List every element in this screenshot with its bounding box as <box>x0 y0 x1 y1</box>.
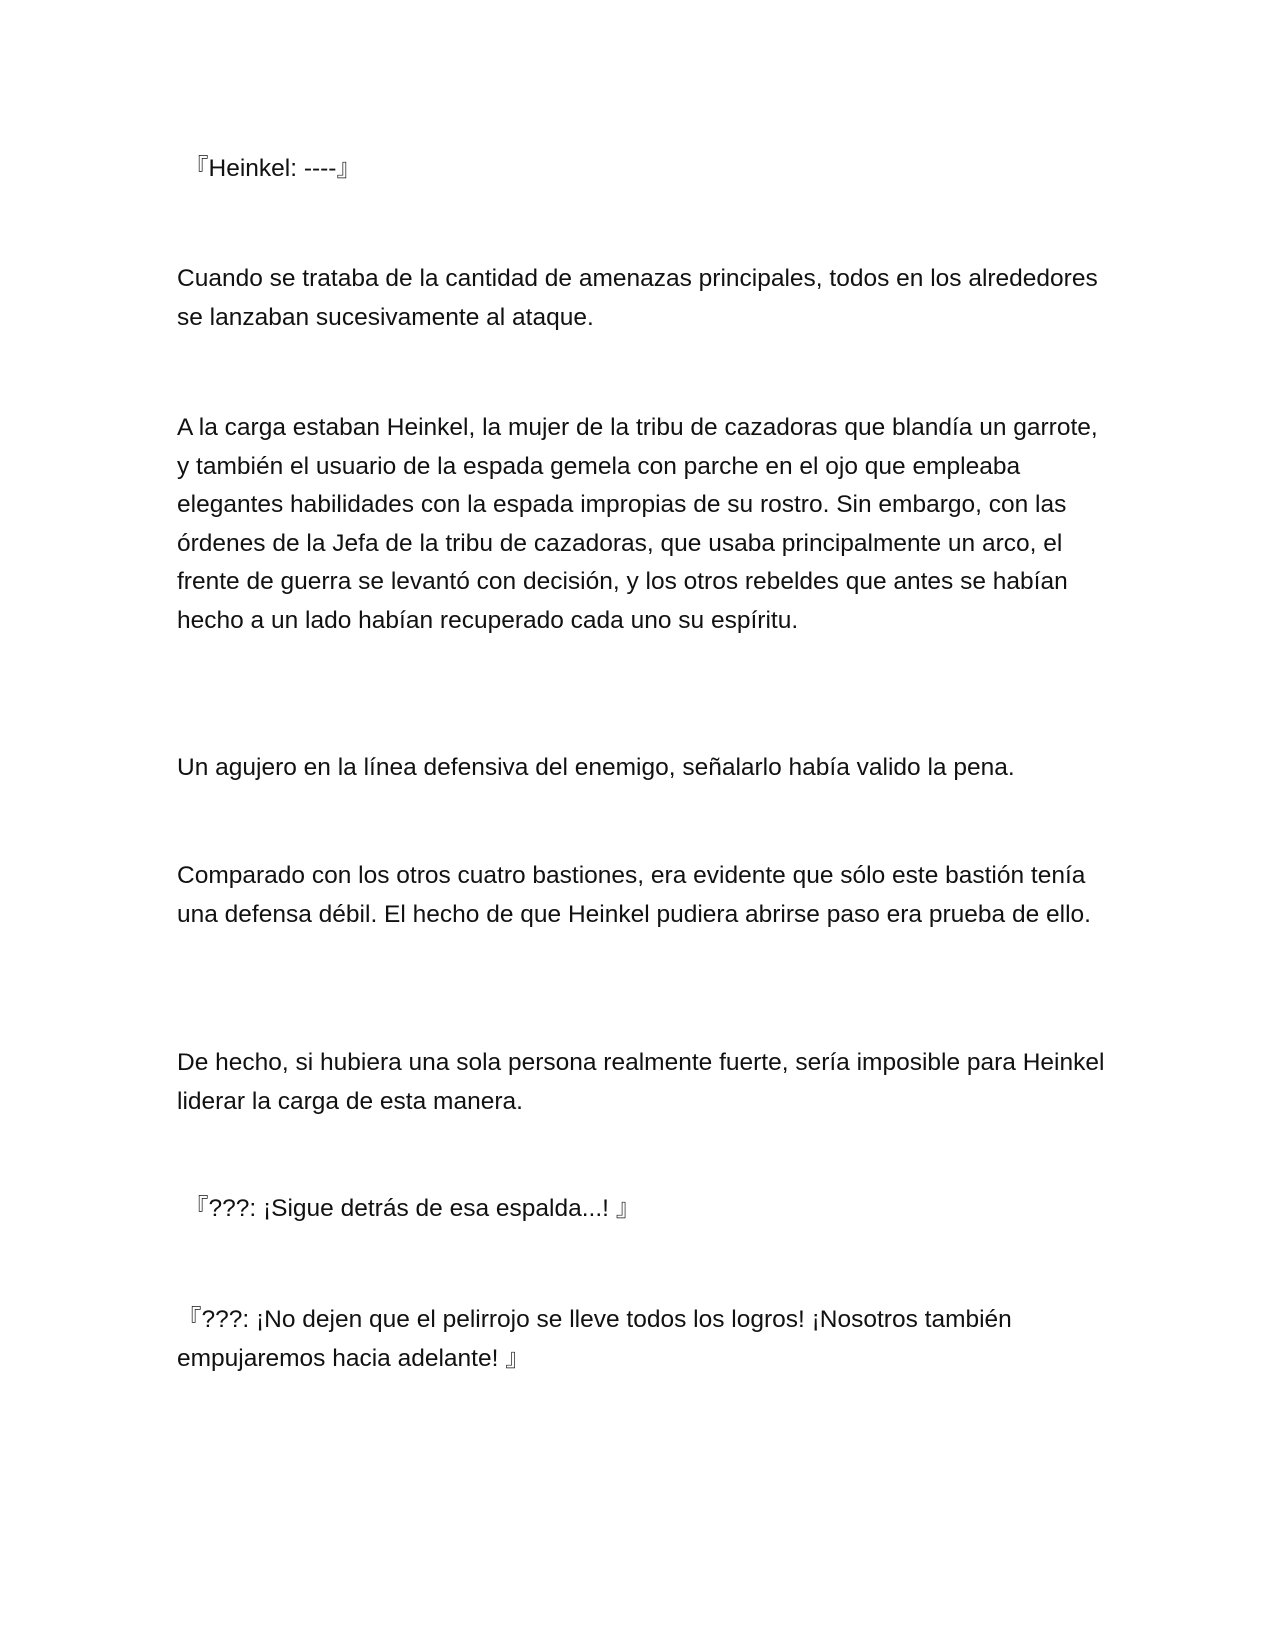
dialogue-heinkel: 『Heinkel: ----』 <box>184 155 361 182</box>
paragraph-defensive-hole: Un agujero en la línea defensiva del enemigo, señalarlo había valido la pena. <box>177 754 1015 781</box>
paragraph-threats: Cuando se trataba de la cantidad de amenazas principales, todos en los alrededores se lanzaban sucesivamente al ataque. <box>177 265 1098 331</box>
paragraph-bastions: Comparado con los otros cuatro bastiones, era evidente que sólo este bastión tenía una defensa débil. El hecho de que Heinkel pudiera abrirse paso era prueba de ello. <box>177 862 1091 928</box>
dialogue-push-forward: 『???: ¡No dejen que el pelirrojo se lleve todos los logros! ¡Nosotros también empujaremos hacia adelante! 』 <box>177 1306 1012 1372</box>
paragraph-charge: A la carga estaban Heinkel, la mujer de la tribu de cazadoras que blandía un garrote, y también el usuario de la espada gemela con parche en el ojo que empleaba elegantes habilidades con la espada impropias de su rostro. Sin embargo, con las órdenes de la Jefa de la tribu de cazadoras, que usaba principalmente un arco, el frente de guerra se levantó con decisión, y los otros rebeldes que antes se habían hecho a un lado habían recuperado cada uno su espíritu. <box>177 414 1098 634</box>
dialogue-follow-back: 『???: ¡Sigue detrás de esa espalda...! 』 <box>184 1195 641 1222</box>
paragraph-strong-person: De hecho, si hubiera una sola persona realmente fuerte, sería imposible para Heinkel liderar la carga de esta manera. <box>177 1049 1105 1115</box>
